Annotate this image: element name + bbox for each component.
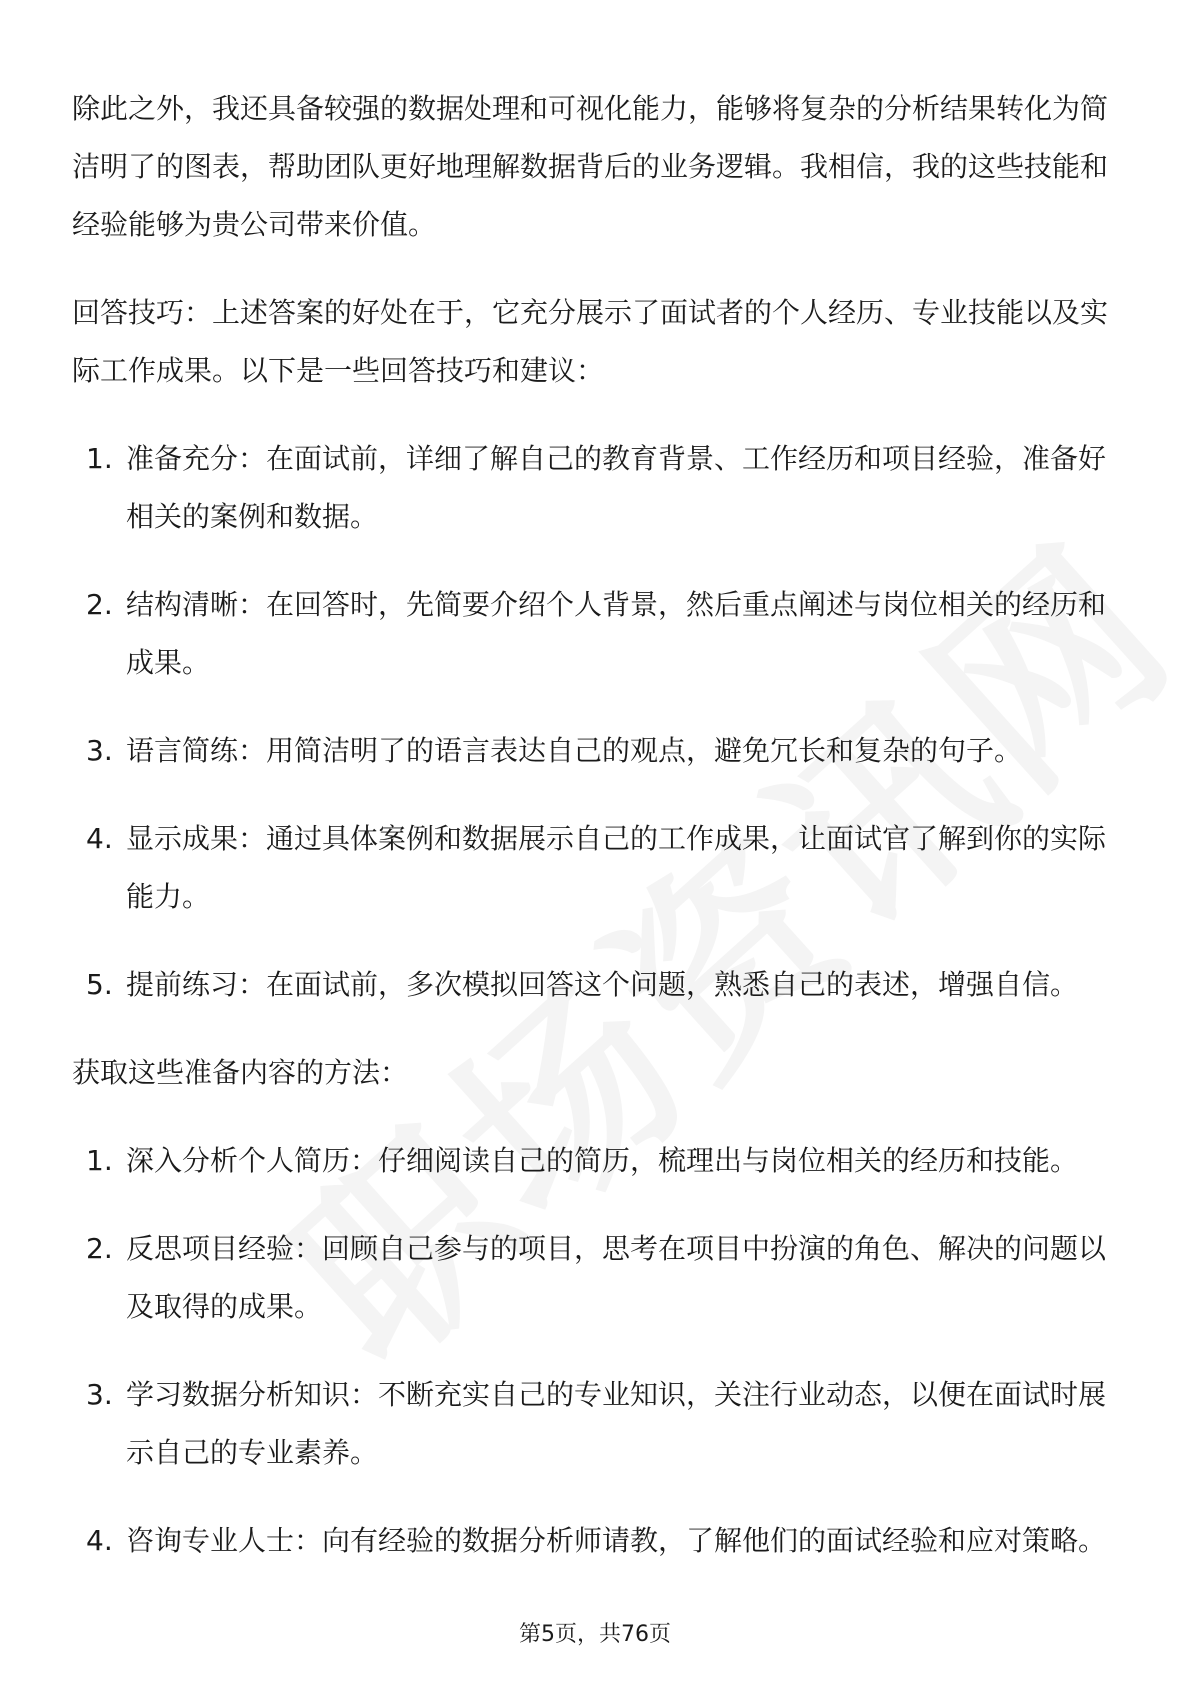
list-item-number: 5. bbox=[86, 968, 113, 1001]
list-item bbox=[72, 810, 1118, 926]
list-item-text: 结构清晰：在回答时，先简要介绍个人背景，然后重点阐述与岗位相关的经历和成果。 bbox=[126, 588, 1107, 679]
list-item bbox=[72, 1512, 1118, 1570]
list-item-text: 反思项目经验：回顾自己参与的项目，思考在项目中扮演的角色、解决的问题以及取得的成果。 bbox=[126, 1232, 1107, 1323]
intro-paragraph: 除此之外，我还具备较强的数据处理和可视化能力，能够将复杂的分析结果转化为简洁明了的图表，帮助团队更好地理解数据背后的业务逻辑。我相信，我的这些技能和经验能够为贵公司带来价值。 bbox=[72, 92, 1109, 241]
list-item bbox=[72, 722, 1118, 780]
list-item-text: 显示成果：通过具体案例和数据展示自己的工作成果，让面试官了解到你的实际能力。 bbox=[126, 822, 1107, 913]
list-item-text: 学习数据分析知识：不断充实自己的专业知识，关注行业动态，以便在面试时展示自己的专业素养。 bbox=[126, 1378, 1107, 1469]
list-item bbox=[72, 1220, 1118, 1336]
list-item bbox=[72, 576, 1118, 692]
list-item-number: 2. bbox=[86, 1232, 113, 1265]
page-number-footer: 第5页，共76页 bbox=[519, 1622, 671, 1647]
list-item bbox=[72, 956, 1118, 1014]
list-item-number: 3. bbox=[86, 1378, 113, 1411]
list-item-number: 2. bbox=[86, 588, 113, 621]
list-item bbox=[72, 1366, 1118, 1482]
list-item-text: 咨询专业人士：向有经验的数据分析师请教，了解他们的面试经验和应对策略。 bbox=[126, 1524, 1107, 1557]
list-item bbox=[72, 430, 1118, 546]
list-item bbox=[72, 1132, 1118, 1190]
tips-paragraph: 回答技巧：上述答案的好处在于，它充分展示了面试者的个人经历、专业技能以及实际工作成果。以下是一些回答技巧和建议： bbox=[72, 296, 1109, 387]
list-item-number: 4. bbox=[86, 822, 113, 855]
methods-heading: 获取这些准备内容的方法： bbox=[72, 1056, 409, 1089]
page-content bbox=[72, 80, 1118, 1600]
list-item-number: 1. bbox=[86, 442, 113, 475]
list-item-text: 深入分析个人简历：仔细阅读自己的简历，梳理出与岗位相关的经历和技能。 bbox=[126, 1144, 1079, 1177]
list-item-text: 准备充分：在面试前，详细了解自己的教育背景、工作经历和项目经验，准备好相关的案例和数据。 bbox=[126, 442, 1107, 533]
list-item-text: 提前练习：在面试前，多次模拟回答这个问题，熟悉自己的表述，增强自信。 bbox=[126, 968, 1079, 1001]
methods-list bbox=[72, 1132, 1118, 1570]
list-item-text: 语言简练：用简洁明了的语言表达自己的观点，避免冗长和复杂的句子。 bbox=[126, 734, 1023, 767]
list-item-number: 3. bbox=[86, 734, 113, 767]
list-item-number: 1. bbox=[86, 1144, 113, 1177]
tips-list bbox=[72, 430, 1118, 1014]
list-item-number: 4. bbox=[86, 1524, 113, 1557]
